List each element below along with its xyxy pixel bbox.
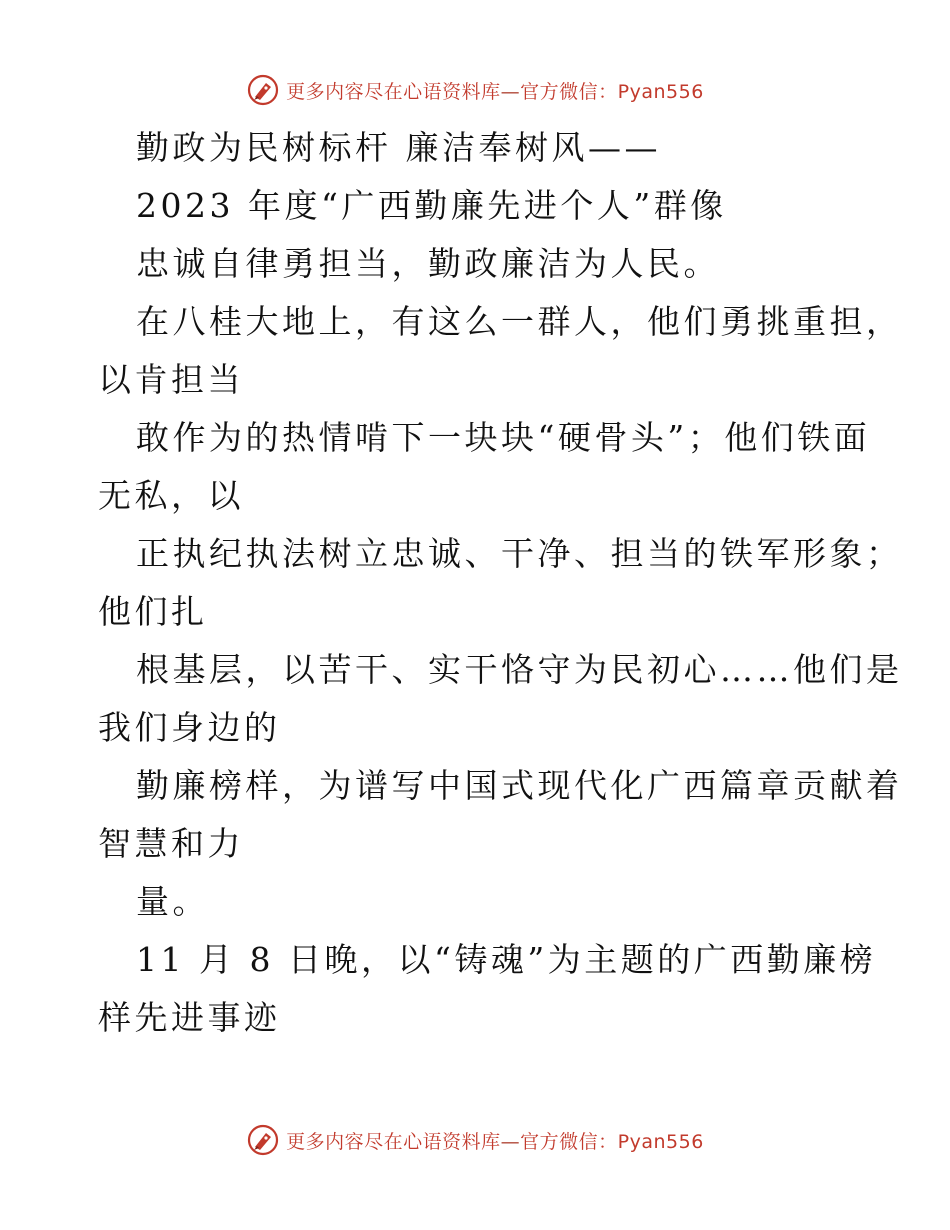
doc-paragraph-line: 正执纪执法树立忠诚、干净、担当的铁军形象；	[136, 534, 903, 573]
doc-paragraph-line: 在八桂大地上，有这么一群人，他们勇挑重担，	[136, 302, 903, 341]
doc-title-line-1: 勤政为民树标杆 廉洁奉树风——	[136, 128, 661, 167]
doc-paragraph-line: 我们身边的	[98, 708, 281, 747]
watermark-main-text: 更多内容尽在心语资料库	[286, 1130, 501, 1153]
doc-paragraph-line: 智慧和力	[98, 824, 244, 863]
watermark-separator: —	[500, 80, 521, 103]
doc-paragraph-line: 以肯担当	[98, 360, 244, 399]
watermark-group	[246, 1123, 704, 1157]
watermark-main-text: 更多内容尽在心语资料库	[286, 80, 501, 103]
watermark-text	[286, 1127, 704, 1154]
doc-paragraph-line: 量。	[136, 882, 209, 921]
pen-nib-logo-icon	[246, 1123, 280, 1157]
watermark-wechat-text: 官方微信：Pyan556	[520, 1130, 704, 1153]
doc-paragraph-line: 勤廉榜样，为谱写中国式现代化广西篇章贡献着	[136, 766, 903, 805]
footer-watermark	[0, 1120, 950, 1160]
doc-paragraph-line: 他们扎	[98, 592, 208, 631]
doc-title-line-2: 2023 年度“广西勤廉先进个人”群像	[136, 186, 727, 225]
doc-paragraph-line: 无私，以	[98, 476, 244, 515]
watermark-wechat-text: 官方微信：Pyan556	[520, 80, 704, 103]
doc-paragraph-line: 11 月 8 日晚，以“铸魂”为主题的广西勤廉榜	[136, 940, 877, 979]
doc-paragraph-line: 根基层，以苦干、实干恪守为民初心……他们是	[136, 650, 903, 689]
doc-paragraph-line: 样先进事迹	[98, 998, 281, 1037]
watermark-separator: —	[500, 1130, 521, 1153]
doc-paragraph-line: 敢作为的热情啃下一块块“硬骨头”；他们铁面	[136, 418, 871, 457]
doc-paragraph-line: 忠诚自律勇担当，勤政廉洁为人民。	[136, 244, 720, 283]
